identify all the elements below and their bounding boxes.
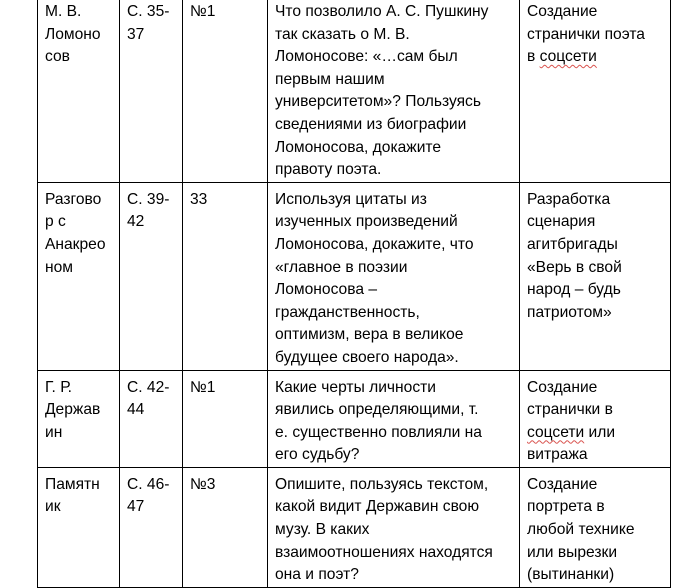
project-cell bbox=[520, 182, 671, 370]
table-row bbox=[38, 0, 671, 182]
table-row bbox=[38, 182, 671, 370]
literature-assignments-table bbox=[37, 0, 671, 588]
author-cell: М. В. Ломоно сов bbox=[38, 0, 120, 182]
project-cell bbox=[520, 370, 671, 467]
pages-cell: С. 46- 47 bbox=[120, 467, 183, 587]
spellcheck-marked-word: соцсети bbox=[539, 48, 597, 66]
author-cell: Разгово р с Анакрео ном bbox=[38, 182, 120, 370]
task-cell: Какие черты личности явились определяющими, т. е. существенно повлияли на его судьбу? bbox=[268, 370, 520, 467]
pages-cell: С. 39- 42 bbox=[120, 182, 183, 370]
author-cell: Г. Р. Держав ин bbox=[38, 370, 120, 467]
number-cell: №3 bbox=[183, 467, 268, 587]
project-text: Создание портрета в любой технике или вырезки (вытинанки) bbox=[527, 475, 635, 584]
number-cell: №1 bbox=[183, 0, 268, 182]
number-cell: 33 bbox=[183, 182, 268, 370]
number-cell: №1 bbox=[183, 370, 268, 467]
project-text-suffix: или витража bbox=[527, 423, 616, 464]
author-cell: Памятн ик bbox=[38, 467, 120, 587]
task-cell: Что позволило А. С. Пушкину так сказать о М. В. Ломоносове: «…сам был первым нашим университетом»? Пользуясь сведениями из биографии Ломоносова, докажите правоту поэта. bbox=[268, 0, 520, 182]
project-cell bbox=[520, 467, 671, 587]
project-cell bbox=[520, 0, 671, 182]
spellcheck-marked-word: соцсети bbox=[527, 423, 585, 441]
task-cell: Используя цитаты из изученных произведений Ломоносова, докажите, что «главное в поэзии Ломоносова – гражданственность, оптимизм, вера в великое будущее своего народа». bbox=[268, 182, 520, 370]
project-text: Разработка сценария агитбригады «Верь в свой народ – будь патриотом» bbox=[527, 190, 622, 321]
table-row bbox=[38, 467, 671, 587]
pages-cell: С. 42- 44 bbox=[120, 370, 183, 467]
table-row bbox=[38, 370, 671, 467]
task-cell: Опишите, пользуясь текстом, какой видит Державин свою музу. В каких взаимоотношениях находятся она и поэт? bbox=[268, 467, 520, 587]
project-text: Создание странички поэта в bbox=[527, 3, 645, 66]
project-text: Создание странички в bbox=[527, 378, 613, 419]
pages-cell: С. 35- 37 bbox=[120, 0, 183, 182]
